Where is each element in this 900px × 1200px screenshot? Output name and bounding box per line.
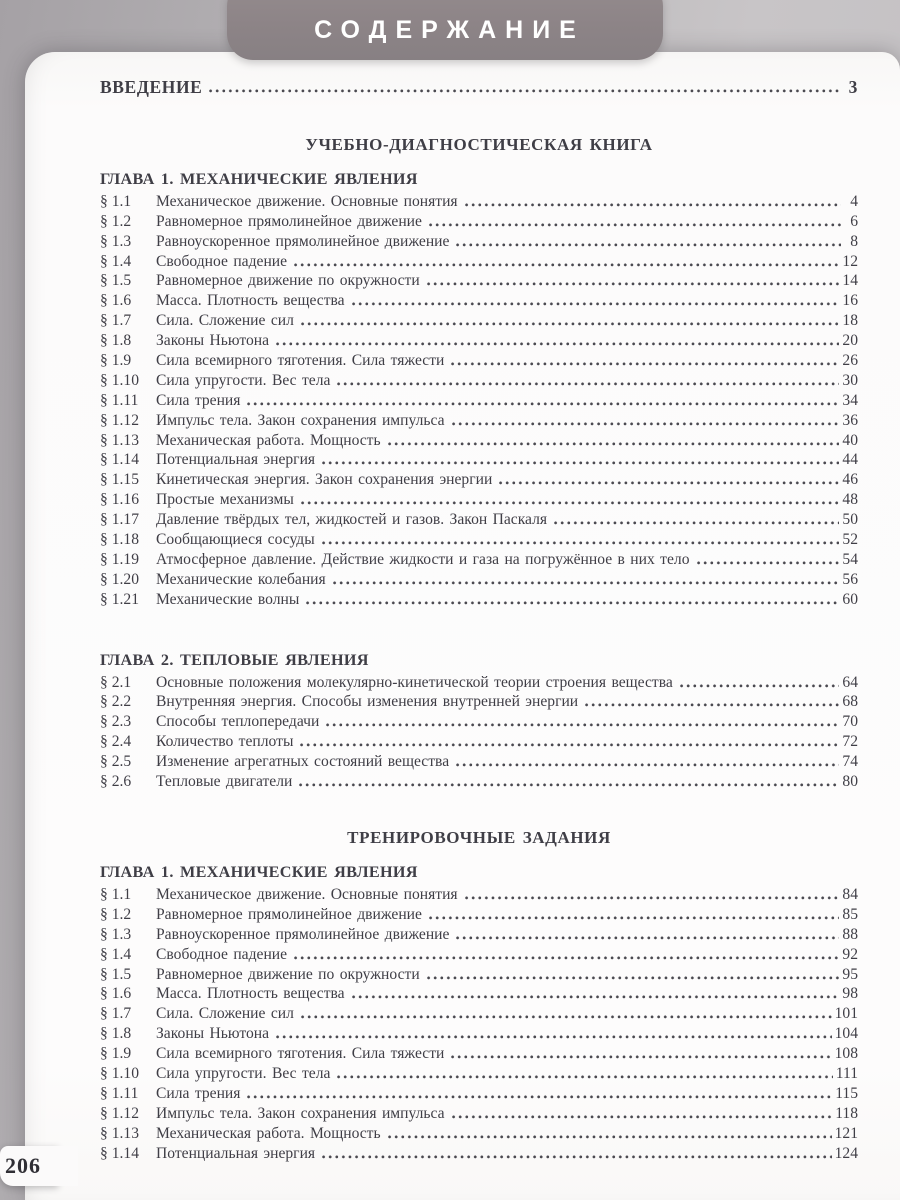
- item-title: Механические колебания: [156, 570, 326, 588]
- toc-entry: [100, 569, 858, 589]
- item-title: Механические волны: [156, 590, 300, 608]
- item-page: 54: [842, 550, 858, 568]
- dot-leader: [276, 342, 839, 346]
- item-number: § 1.20: [100, 570, 139, 588]
- toc-entry: [100, 964, 858, 984]
- toc-intro-row: [100, 76, 858, 98]
- dot-leader: [697, 561, 840, 565]
- item-page: 26: [842, 352, 858, 370]
- toc-entry: [100, 509, 858, 529]
- toc-entry: [100, 290, 858, 310]
- toc-entry: [100, 771, 858, 791]
- item-title: Свободное падение: [156, 252, 288, 270]
- toc-entry: [100, 1123, 858, 1143]
- dot-leader: [465, 203, 841, 207]
- item-number: § 1.11: [100, 391, 139, 409]
- item-number: § 1.17: [100, 511, 139, 529]
- item-number: § 1.6: [100, 292, 132, 310]
- toc-entry: [100, 410, 858, 430]
- item-page: 44: [842, 451, 858, 469]
- dot-leader: [427, 282, 840, 286]
- item-number: § 1.2: [100, 212, 132, 230]
- item-page: 124: [834, 1144, 858, 1162]
- section-heading: ТРЕНИРОВОЧНЫЕ ЗАДАНИЯ: [347, 828, 611, 848]
- item-title: Масса. Плотность вещества: [156, 292, 345, 310]
- item-title: Законы Ньютона: [156, 332, 270, 350]
- item-title: Механическое движение. Основные понятия: [156, 192, 458, 210]
- item-page: 80: [842, 773, 858, 791]
- intro-title: ВВЕДЕНИЕ: [100, 77, 203, 97]
- dot-leader: [322, 461, 839, 465]
- item-title: Масса. Плотность вещества: [156, 985, 345, 1003]
- dot-leader: [209, 89, 841, 93]
- item-page: 121: [834, 1124, 858, 1142]
- dot-leader: [429, 223, 841, 227]
- item-page: 4: [850, 192, 858, 210]
- item-number: § 2.2: [100, 693, 132, 711]
- item-page: 34: [842, 391, 858, 409]
- dot-leader: [452, 1115, 833, 1119]
- dot-leader: [427, 976, 840, 980]
- dot-leader: [456, 936, 839, 940]
- dot-leader: [301, 1015, 832, 1019]
- item-number: § 1.13: [100, 1124, 139, 1142]
- item-title: Сила всемирного тяготения. Сила тяжести: [156, 1045, 445, 1063]
- item-number: § 1.8: [100, 1025, 132, 1043]
- item-page: 115: [835, 1084, 858, 1102]
- item-number: § 1.1: [100, 192, 132, 210]
- item-number: § 2.1: [100, 673, 132, 691]
- item-number: § 1.13: [100, 431, 139, 449]
- item-number: § 1.12: [100, 1104, 139, 1122]
- item-number: § 1.12: [100, 411, 139, 429]
- item-number: § 1.7: [100, 1005, 132, 1023]
- toc-entry: [100, 390, 858, 410]
- toc-entry: [100, 904, 858, 924]
- item-page: 50: [842, 511, 858, 529]
- item-title: Изменение агрегатных состояний вещества: [156, 753, 450, 771]
- chapters: [100, 168, 858, 791]
- dot-leader: [388, 442, 840, 446]
- toc-entry: [100, 944, 858, 964]
- dot-leader: [322, 541, 840, 545]
- dot-leader: [333, 581, 840, 585]
- item-page: 40: [842, 431, 858, 449]
- toc-entry: [100, 924, 858, 944]
- dot-leader: [680, 684, 840, 688]
- toc-entry: [100, 330, 858, 350]
- item-number: § 1.10: [100, 1064, 139, 1082]
- item-number: § 1.4: [100, 252, 132, 270]
- item-title: Механическая работа. Мощность: [156, 1124, 381, 1142]
- dot-leader: [352, 995, 840, 999]
- item-page: 56: [842, 570, 858, 588]
- item-number: § 1.16: [100, 491, 139, 509]
- chapters: [100, 861, 858, 1162]
- book-page-number-tab: [0, 1146, 58, 1186]
- item-title: Сила. Сложение сил: [156, 312, 294, 330]
- dot-leader: [276, 1035, 832, 1039]
- item-page: 118: [835, 1104, 858, 1122]
- item-title: Сообщающиеся сосуды: [156, 531, 315, 549]
- dot-leader: [326, 723, 839, 727]
- item-number: § 2.3: [100, 713, 132, 731]
- item-title: Равноускоренное прямолинейное движение: [156, 925, 450, 943]
- toc-entry: [100, 1083, 858, 1103]
- item-page: 95: [842, 965, 858, 983]
- dot-leader: [306, 601, 839, 605]
- item-title: Внутренняя энергия. Способы изменения внутренней энергии: [156, 693, 579, 711]
- item-title: Сила трения: [156, 391, 241, 409]
- dot-leader: [429, 916, 839, 920]
- item-title: Механическая работа. Мощность: [156, 431, 381, 449]
- toc-entry: [100, 731, 858, 751]
- toc-entry: [100, 1103, 858, 1123]
- toc-chapter: [100, 861, 858, 1162]
- contents-banner-title: СОДЕРЖАНИЕ: [314, 16, 585, 44]
- item-number: § 1.2: [100, 905, 132, 923]
- item-number: § 1.1: [100, 885, 132, 903]
- item-title: Равномерное движение по окружности: [156, 965, 420, 983]
- item-page: 30: [842, 371, 858, 389]
- item-page: 74: [842, 753, 858, 771]
- item-number: § 1.8: [100, 332, 132, 350]
- item-number: § 1.10: [100, 371, 139, 389]
- intro-page-number: 3: [848, 77, 858, 97]
- dot-leader: [337, 1075, 832, 1079]
- item-page: 72: [842, 733, 858, 751]
- dot-leader: [388, 1135, 832, 1139]
- item-title: Сила трения: [156, 1084, 241, 1102]
- dot-leader: [301, 501, 840, 505]
- item-page: 12: [842, 252, 858, 270]
- toc-entry: [100, 350, 858, 370]
- item-title: Простые механизмы: [156, 491, 294, 509]
- item-page: 60: [842, 590, 858, 608]
- toc-chapter: [100, 168, 858, 609]
- dot-leader: [301, 322, 840, 326]
- toc-entry: [100, 884, 858, 904]
- chapter-items: [100, 672, 858, 791]
- item-page: 46: [842, 471, 858, 489]
- item-page: 16: [842, 292, 858, 310]
- item-title: Равномерное прямолинейное движение: [156, 212, 422, 230]
- toc-chapter: [100, 649, 858, 791]
- toc-entry: [100, 549, 858, 569]
- item-number: § 1.3: [100, 925, 132, 943]
- item-title: Равномерное движение по окружности: [156, 272, 420, 290]
- item-title: Импульс тела. Закон сохранения импульса: [156, 411, 445, 429]
- item-title: Потенциальная энергия: [156, 451, 316, 469]
- item-title: Атмосферное давление. Действие жидкости и газа на погружённое в них тело: [156, 550, 690, 568]
- item-title: Кинетическая энергия. Закон сохранения энергии: [156, 471, 493, 489]
- dot-leader: [499, 481, 839, 485]
- item-page: 14: [842, 272, 858, 290]
- toc-entry: [100, 672, 858, 692]
- toc-entry: [100, 1023, 858, 1043]
- dot-leader: [247, 1095, 832, 1099]
- toc-entry: [100, 589, 858, 609]
- item-title: Способы теплопередачи: [156, 713, 320, 731]
- item-page: 85: [842, 905, 858, 923]
- toc-entry: [100, 469, 858, 489]
- toc-sections: [100, 134, 858, 1163]
- chapter-title: ГЛАВА 1. МЕХАНИЧЕСКИЕ ЯВЛЕНИЯ: [100, 863, 418, 882]
- toc-section: [100, 134, 858, 791]
- chapter-title: ГЛАВА 2. ТЕПЛОВЫЕ ЯВЛЕНИЯ: [100, 650, 369, 669]
- item-page: 108: [834, 1045, 858, 1063]
- dot-leader: [337, 382, 839, 386]
- item-number: § 1.5: [100, 272, 132, 290]
- dot-leader: [247, 402, 839, 406]
- toc-entry: [100, 310, 858, 330]
- section-heading: УЧЕБНО-ДИАГНОСТИЧЕСКАЯ КНИГА: [305, 135, 653, 154]
- dot-leader: [554, 521, 839, 525]
- item-title: Равноускоренное прямолинейное движение: [156, 232, 450, 250]
- item-title: Механическое движение. Основные понятия: [156, 885, 458, 903]
- toc-entry: [100, 271, 858, 291]
- dot-leader: [299, 783, 839, 787]
- toc-entry: [100, 450, 858, 470]
- item-number: § 1.14: [100, 451, 139, 469]
- dot-leader: [300, 743, 839, 747]
- item-page: 18: [842, 312, 858, 330]
- item-number: § 1.9: [100, 1045, 132, 1063]
- item-title: Свободное падение: [156, 945, 288, 963]
- item-title: Сила упругости. Вес тела: [156, 371, 331, 389]
- item-title: Потенциальная энергия: [156, 1144, 316, 1162]
- book-page-number: 206: [5, 1153, 41, 1178]
- item-page: 8: [850, 232, 858, 250]
- toc-entry: [100, 984, 858, 1004]
- toc-entry: [100, 692, 858, 712]
- item-title: Количество теплоты: [156, 733, 294, 751]
- item-number: § 1.4: [100, 945, 132, 963]
- item-title: Импульс тела. Закон сохранения импульса: [156, 1104, 445, 1122]
- dot-leader: [352, 302, 840, 306]
- item-page: 6: [850, 212, 858, 230]
- item-title: Тепловые двигатели: [156, 773, 293, 791]
- toc-entry: [100, 191, 858, 211]
- toc-entry: [100, 370, 858, 390]
- item-number: § 2.6: [100, 773, 132, 791]
- toc-entry: [100, 1043, 858, 1063]
- chapter-items: [100, 884, 858, 1162]
- item-page: 84: [842, 885, 858, 903]
- item-number: § 2.4: [100, 733, 132, 751]
- item-number: § 1.7: [100, 312, 132, 330]
- toc-entry: [100, 711, 858, 731]
- item-number: § 1.6: [100, 985, 132, 1003]
- toc-entry: [100, 529, 858, 549]
- toc-entry: [100, 211, 858, 231]
- item-number: § 1.9: [100, 352, 132, 370]
- item-number: § 1.19: [100, 550, 139, 568]
- item-page: 64: [842, 673, 858, 691]
- dot-leader: [452, 422, 840, 426]
- toc-entry: [100, 1143, 858, 1163]
- item-page: 36: [842, 411, 858, 429]
- toc-entry: [100, 1063, 858, 1083]
- item-page: 68: [842, 693, 858, 711]
- toc-entry: [100, 251, 858, 271]
- item-number: § 1.15: [100, 471, 139, 489]
- item-title: Сила упругости. Вес тела: [156, 1064, 331, 1082]
- item-page: 70: [842, 713, 858, 731]
- item-number: § 2.5: [100, 753, 132, 771]
- item-page: 104: [834, 1025, 858, 1043]
- chapter-title: ГЛАВА 1. МЕХАНИЧЕСКИЕ ЯВЛЕНИЯ: [100, 170, 418, 188]
- dot-leader: [451, 1055, 831, 1059]
- item-number: § 1.14: [100, 1144, 139, 1162]
- item-title: Основные положения молекулярно-кинетической теории строения вещества: [156, 673, 673, 691]
- item-title: Сила. Сложение сил: [156, 1005, 294, 1023]
- dot-leader: [294, 263, 839, 267]
- item-page: 88: [842, 925, 858, 943]
- item-number: § 1.18: [100, 531, 139, 549]
- toc-page: [25, 52, 900, 1200]
- item-number: § 1.3: [100, 232, 132, 250]
- item-title: Сила всемирного тяготения. Сила тяжести: [156, 352, 445, 370]
- item-title: Давление твёрдых тел, жидкостей и газов. Закон Паскаля: [156, 511, 548, 529]
- item-page: 92: [842, 945, 858, 963]
- toc-entry: [100, 751, 858, 771]
- dot-leader: [456, 763, 839, 767]
- item-number: § 1.21: [100, 590, 139, 608]
- item-number: § 1.11: [100, 1084, 139, 1102]
- item-page: 20: [842, 332, 858, 350]
- dot-leader: [465, 896, 840, 900]
- contents-banner: [227, 0, 663, 60]
- toc-entry: [100, 489, 858, 509]
- toc-entry: [100, 231, 858, 251]
- item-page: 111: [835, 1064, 858, 1082]
- item-page: 48: [842, 491, 858, 509]
- item-title: Равномерное прямолинейное движение: [156, 905, 422, 923]
- item-page: 98: [842, 985, 858, 1003]
- item-title: Законы Ньютона: [156, 1025, 270, 1043]
- toc-entry: [100, 430, 858, 450]
- dot-leader: [585, 703, 839, 707]
- dot-leader: [456, 243, 841, 247]
- dot-leader: [451, 362, 839, 366]
- toc-section: [100, 827, 858, 1162]
- dot-leader: [294, 956, 839, 960]
- item-page: 52: [842, 531, 858, 549]
- dot-leader: [322, 1155, 832, 1159]
- item-number: § 1.5: [100, 965, 132, 983]
- item-page: 101: [834, 1005, 858, 1023]
- toc-entry: [100, 1003, 858, 1023]
- chapter-items: [100, 191, 858, 609]
